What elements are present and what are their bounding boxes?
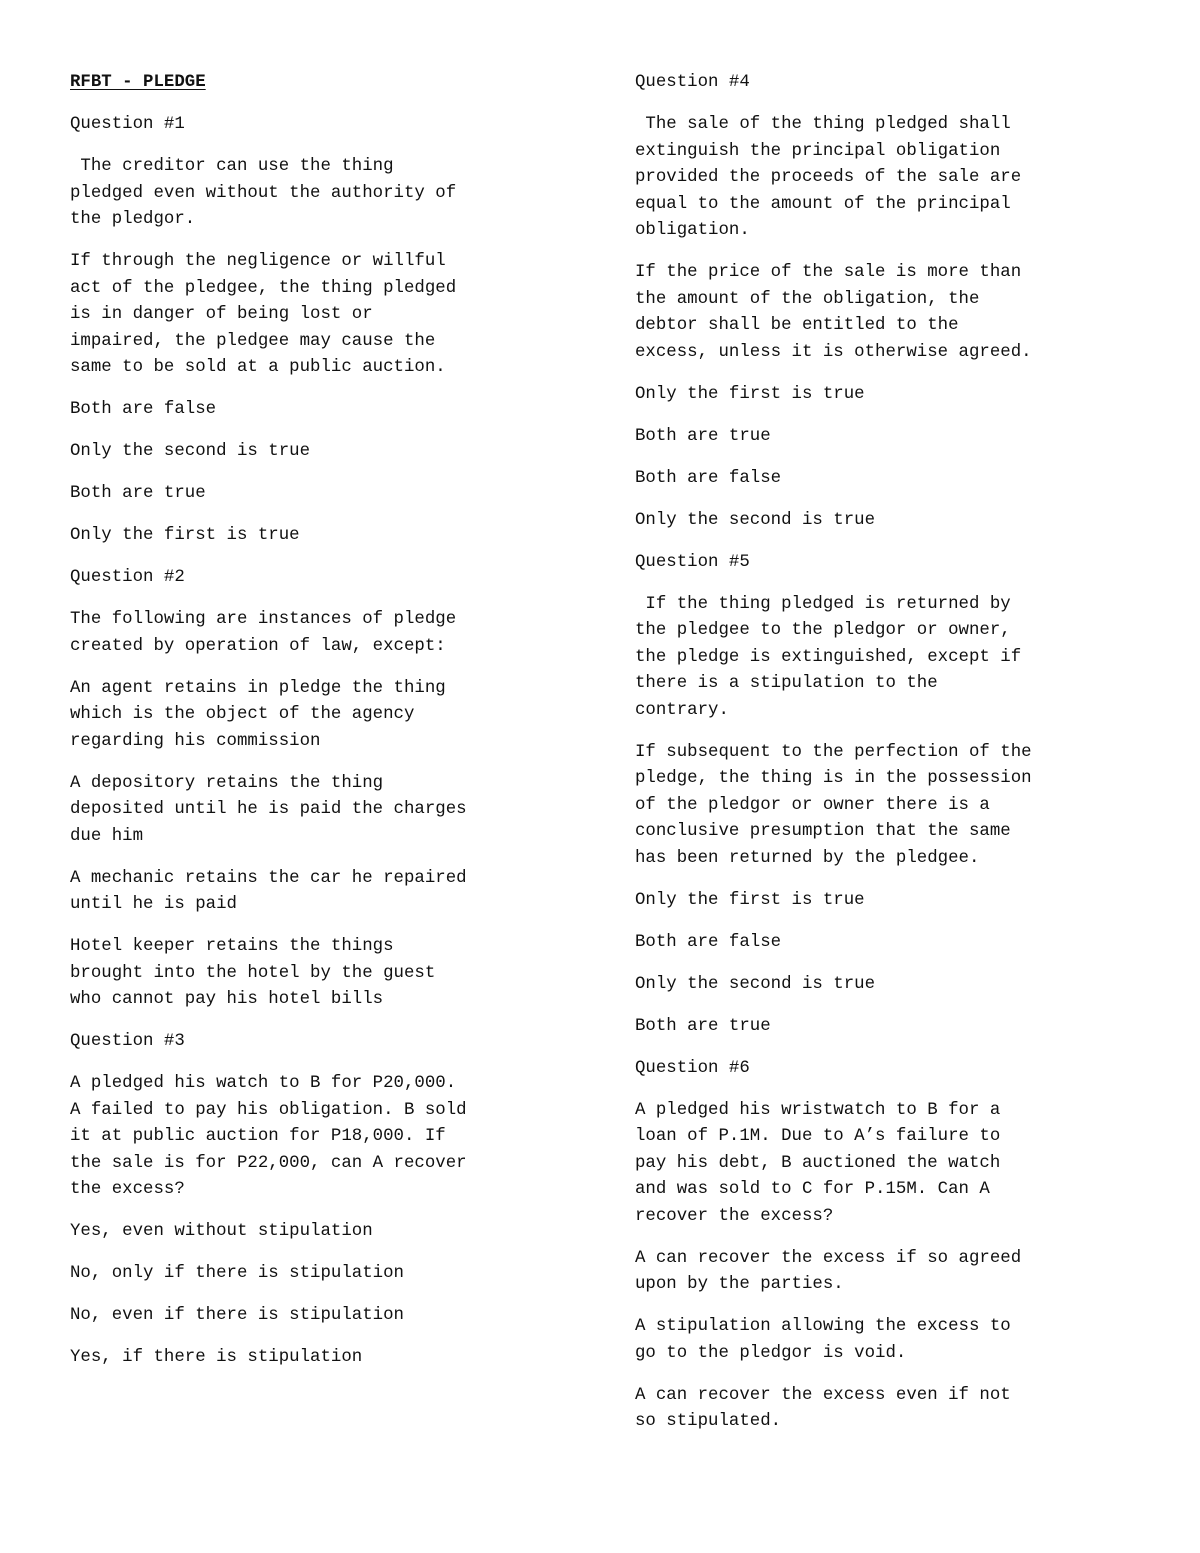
answer-choice	[70, 934, 570, 1014]
question-statement	[70, 1071, 570, 1204]
text-line: obligation.	[635, 221, 750, 240]
text-line: is in danger of being lost or	[70, 305, 373, 324]
question-statement	[635, 112, 1135, 245]
answer-choice	[635, 1014, 1135, 1041]
text-line: Hotel keeper retains the things	[70, 937, 394, 956]
text-line: If the thing pledged is returned by	[635, 594, 1011, 614]
left-column	[70, 70, 570, 1387]
answer-choice	[70, 866, 570, 919]
text-line: the excess?	[70, 1180, 185, 1199]
text-line: conclusive presumption that the same	[635, 822, 1011, 841]
question-statement	[70, 607, 570, 660]
text-line: it at public auction for P18,000. If	[70, 1127, 446, 1146]
answer-choice	[70, 523, 570, 550]
text-line: Both are true	[635, 1016, 771, 1036]
answer-choice	[70, 676, 570, 756]
text-line: Question #2	[70, 568, 185, 587]
text-line: The creditor can use the thing	[70, 157, 394, 176]
text-line: who cannot pay his hotel bills	[70, 990, 384, 1009]
question-heading	[635, 550, 1135, 577]
text-line: Only the first is true	[70, 526, 300, 545]
text-line: Both are true	[635, 426, 771, 446]
text-line: Both are true	[70, 484, 206, 503]
document-title	[70, 70, 570, 97]
text-line: debtor shall be entitled to the	[635, 316, 959, 335]
text-line: Question #1	[70, 115, 185, 134]
answer-choice	[70, 439, 570, 466]
question-statement	[70, 249, 570, 382]
text-line: due him	[70, 826, 144, 846]
text-line: If subsequent to the perfection of the	[635, 742, 1032, 762]
text-line: A mechanic retains the car he repaired	[70, 868, 467, 888]
answer-choice	[635, 888, 1135, 915]
answer-choice	[70, 1261, 570, 1288]
text-line: the pledge is extinguished, except if	[635, 647, 1022, 667]
text-line: Both are false	[635, 932, 782, 952]
answer-choice	[635, 972, 1135, 999]
text-line: which is the object of the agency	[70, 705, 415, 724]
text-line: A pledged his wristwatch to B for a	[635, 1100, 1001, 1120]
text-line: regarding his commission	[70, 731, 321, 751]
question-heading	[70, 565, 570, 592]
text-line: A can recover the excess even if not	[635, 1385, 1011, 1405]
text-line: the sale is for P22,000, can A recover	[70, 1153, 467, 1173]
answer-choice	[70, 771, 570, 851]
text-line: contrary.	[635, 700, 729, 720]
text-line: The following are instances of pledge	[70, 610, 457, 629]
text-line: act of the pledgee, the thing pledged	[70, 278, 457, 298]
question-heading	[70, 1029, 570, 1056]
answer-choice	[70, 481, 570, 508]
question-statement	[635, 592, 1135, 725]
text-line: impaired, the pledgee may cause the	[70, 331, 436, 351]
text-line: Yes, if there is stipulation	[70, 1348, 363, 1367]
text-line: No, only if there is stipulation	[70, 1264, 404, 1283]
text-line: created by operation of law, except:	[70, 636, 446, 656]
text-line: Only the second is true	[635, 510, 876, 530]
answer-choice	[70, 397, 570, 424]
answer-choice	[635, 508, 1135, 535]
text-line: An agent retains in pledge the thing	[70, 678, 446, 698]
text-line: pledge, the thing is in the possession	[635, 769, 1032, 788]
text-line: there is a stipulation to the	[635, 674, 938, 693]
answer-choice	[635, 1246, 1135, 1299]
text-line: Question #6	[635, 1058, 750, 1078]
answer-choice	[635, 382, 1135, 409]
text-line: If through the negligence or willful	[70, 252, 446, 271]
answer-choice	[70, 1219, 570, 1246]
text-line: same to be sold at a public auction.	[70, 358, 446, 377]
text-line: Only the second is true	[635, 974, 876, 994]
text-line: A failed to pay his obligation. B sold	[70, 1100, 467, 1120]
text-line: No, even if there is stipulation	[70, 1306, 404, 1325]
answer-choice	[70, 1303, 570, 1330]
text-line: loan of P.1M. Due to A’s failure to	[635, 1127, 1001, 1146]
text-line: the amount of the obligation, the	[635, 289, 980, 309]
text-line: Question #4	[635, 73, 750, 92]
question-statement	[635, 260, 1135, 366]
text-line: The sale of the thing pledged shall	[635, 115, 1011, 134]
text-line: pay his debt, B auctioned the watch	[635, 1153, 1001, 1173]
text-line: upon by the parties.	[635, 1275, 844, 1294]
text-line: excess, unless it is otherwise agreed.	[635, 342, 1032, 362]
question-statement	[635, 740, 1135, 873]
text-line: Both are false	[70, 400, 217, 419]
answer-choice	[635, 1383, 1135, 1436]
question-statement	[70, 154, 570, 234]
question-heading	[70, 112, 570, 139]
text-line: of the pledgor or owner there is a	[635, 795, 990, 815]
text-line: A stipulation allowing the excess to	[635, 1317, 1011, 1336]
text-line: the pledgor.	[70, 210, 196, 229]
text-line: extinguish the principal obligation	[635, 141, 1001, 161]
text-line: Yes, even without stipulation	[70, 1222, 373, 1241]
answer-choice	[635, 1314, 1135, 1367]
text-line: until he is paid	[70, 895, 237, 914]
text-line: equal to the amount of the principal	[635, 194, 1011, 214]
question-heading	[635, 70, 1135, 97]
question-statement	[635, 1098, 1135, 1231]
text-line: recover the excess?	[635, 1206, 834, 1226]
right-column	[635, 70, 1135, 1451]
text-line: pledged even without the authority of	[70, 183, 457, 203]
answer-choice	[70, 1345, 570, 1372]
text-line: Question #5	[635, 552, 750, 572]
text-line: Question #3	[70, 1032, 185, 1051]
answer-choice	[635, 424, 1135, 451]
text-line: A depository retains the thing	[70, 773, 384, 793]
answer-choice	[635, 930, 1135, 957]
text-line: brought into the hotel by the guest	[70, 963, 436, 983]
text-line: Only the first is true	[635, 384, 865, 404]
text-line: A can recover the excess if so agreed	[635, 1248, 1022, 1268]
text-line: RFBT - PLEDGE	[70, 73, 206, 92]
text-line: A pledged his watch to B for P20,000.	[70, 1074, 457, 1093]
text-line: so stipulated.	[635, 1412, 782, 1431]
text-line: the pledgee to the pledgor or owner,	[635, 621, 1011, 640]
text-line: Both are false	[635, 468, 782, 488]
answer-choice	[635, 466, 1135, 493]
text-line: deposited until he is paid the charges	[70, 800, 467, 819]
text-line: Only the second is true	[70, 442, 311, 461]
text-line: provided the proceeds of the sale are	[635, 168, 1022, 187]
text-line: and was sold to C for P.15M. Can A	[635, 1180, 990, 1199]
text-line: Only the first is true	[635, 890, 865, 910]
question-heading	[635, 1056, 1135, 1083]
text-line: has been returned by the pledgee.	[635, 848, 980, 868]
text-line: go to the pledgor is void.	[635, 1343, 907, 1363]
text-line: If the price of the sale is more than	[635, 263, 1022, 282]
